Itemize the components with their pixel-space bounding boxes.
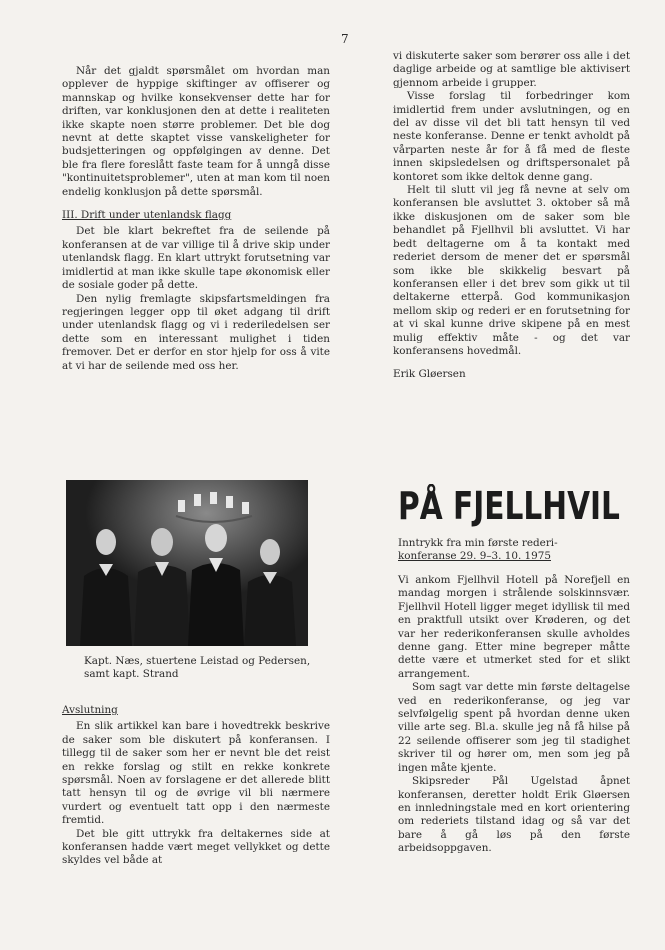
paragraph: Helt til slutt vil jeg få nevne at selv om konferansen ble avsluttet 3. oktober så må ikke diskusjonen om de saker som ble behandlet på Fjellhvil bli avsluttet. Vi har bedt deltagerne om å ta kontakt med rederiet dersom de mener det er spørsmål som ikke ble skikkelig besvart på konferansen eller i det brev som gikk ut til deltakerne etterpå. God kommunikasjon mellom skip og rederi er en forutsetning for at vi skal kunne drive skipene på en mest mulig effektiv måte - og det var konferansens hovedmål. — [393, 184, 630, 357]
photo-illustration — [66, 480, 308, 646]
fjellhvil-article — [398, 574, 630, 856]
group-photo — [66, 480, 308, 646]
subtitle-line-2: konferanse 29. 9–3. 10. 1975 — [398, 550, 551, 563]
conclusion-section — [62, 704, 330, 868]
paragraph: Skipsreder Pål Ugelstad åpnet konferansen, deretter holdt Erik Gløersen en innledningstale med en kort orientering om rederiets tilstand idag og så var det bare å gå løs på den første arbeidsoppgaven. — [398, 775, 630, 855]
article-title: PÅ FJELLHVIL — [398, 484, 620, 528]
photo-caption: Kapt. Næs, stuertene Leistad og Pedersen, samt kapt. Strand — [84, 655, 311, 681]
paragraph: Når det gjaldt spørsmålet om hvordan man opplever de hyppige skiftinger av offiserer og mannskap og hvilke konsekvenser dette har for driften, var konklusjonen den at dette i realiteten ikke skapte noen større problemer. Det ble dog nevnt at dette skaptet visse vanskeligheter for budsjetteringen og oppfølgingen av denne. Det ble fra flere foreslått faste team for å unngå disse "kontinuitetsproblemer", uten at man kom til noen endelig konklusjon på dette spørsmål. — [62, 65, 330, 198]
paragraph: Det ble gitt uttrykk fra deltakernes side at konferansen hadde vært meget vellykket og dette skyldes vel både at — [62, 827, 330, 867]
subtitle-line-1: Inntrykk fra min første rederi- — [398, 537, 558, 549]
left-column — [62, 65, 330, 373]
conclusion-heading: Avslutning — [62, 704, 118, 716]
paragraph: Den nylig fremlagte skipsfartsmeldingen fra regjeringen legger opp til øket adgang til drift under utenlandsk flagg og vi i rederiledelsen ser dette som en interessant mulighet i tiden fremover. Det er derfor en stor hjelp for oss å vite at vi har de seilende med oss her. — [62, 292, 330, 372]
paragraph: vi diskuterte saker som berører oss alle i det daglige arbeide og at samtlige ble aktivisert gjennom arbeide i grupper. — [393, 50, 630, 89]
paragraph: Som sagt var dette min første deltagelse ved en rederikonferanse, og jeg var selvfølgelig spent på hvordan denne uken ville arte seg. Bl.a. skulle jeg nå få hilse på 22 seilende offiserer som jeg til stadighet skriver til og hører om, men som jeg på ingen måte kjente. — [398, 681, 630, 774]
right-column — [393, 50, 630, 382]
author-signature: Erik Gløersen — [393, 368, 466, 381]
paragraph: En slik artikkel kan bare i hovedtrekk beskrive de saker som ble diskutert på konferansen. I tillegg til de saker som her er nevnt ble det reist en rekke forslag og stilt en rekke konkrete spørsmål. Noen av forslagene er det allerede blitt tatt hensyn til og de øvrige vil bli nærmere vurdert og eventuelt tatt opp i den nærmeste fremtid. — [62, 720, 330, 827]
section-heading-iii: III. Drift under utenlandsk flagg — [62, 209, 232, 222]
paragraph: Vi ankom Fjellhvil Hotell på Norefjell en mandag morgen i strålende solskinnsvær. Fjellhvil Hotell ligger meget idyllisk til med en praktfull utsikt over Krøderen, og det var her rederikonferansen skulle avholdes denne gang. Etter mine begreper måtte dette være et utmerket sted for et slikt arrangement. — [398, 574, 630, 680]
paragraph: Visse forslag til forbedringer kom imidlertid frem under avslutningen, og en del av disse vil det bli tatt hensyn til ved neste konferanse. Denne er tenkt avholdt på vårparten neste år for å få med de fleste innen skipsledelsen og driftspersonalet på kontoret som ikke deltok denne gang. — [393, 90, 630, 183]
paragraph: Det ble klart bekreftet fra de seilende på konferansen at de var villige til å drive skip under utenlandsk flagg. En klart uttrykt forutsetning var imidlertid at man ikke skulle tape økonomisk eller de sosiale goder på dette. — [62, 225, 330, 292]
page-number: 7 — [341, 32, 349, 46]
article-subtitle — [398, 537, 628, 564]
